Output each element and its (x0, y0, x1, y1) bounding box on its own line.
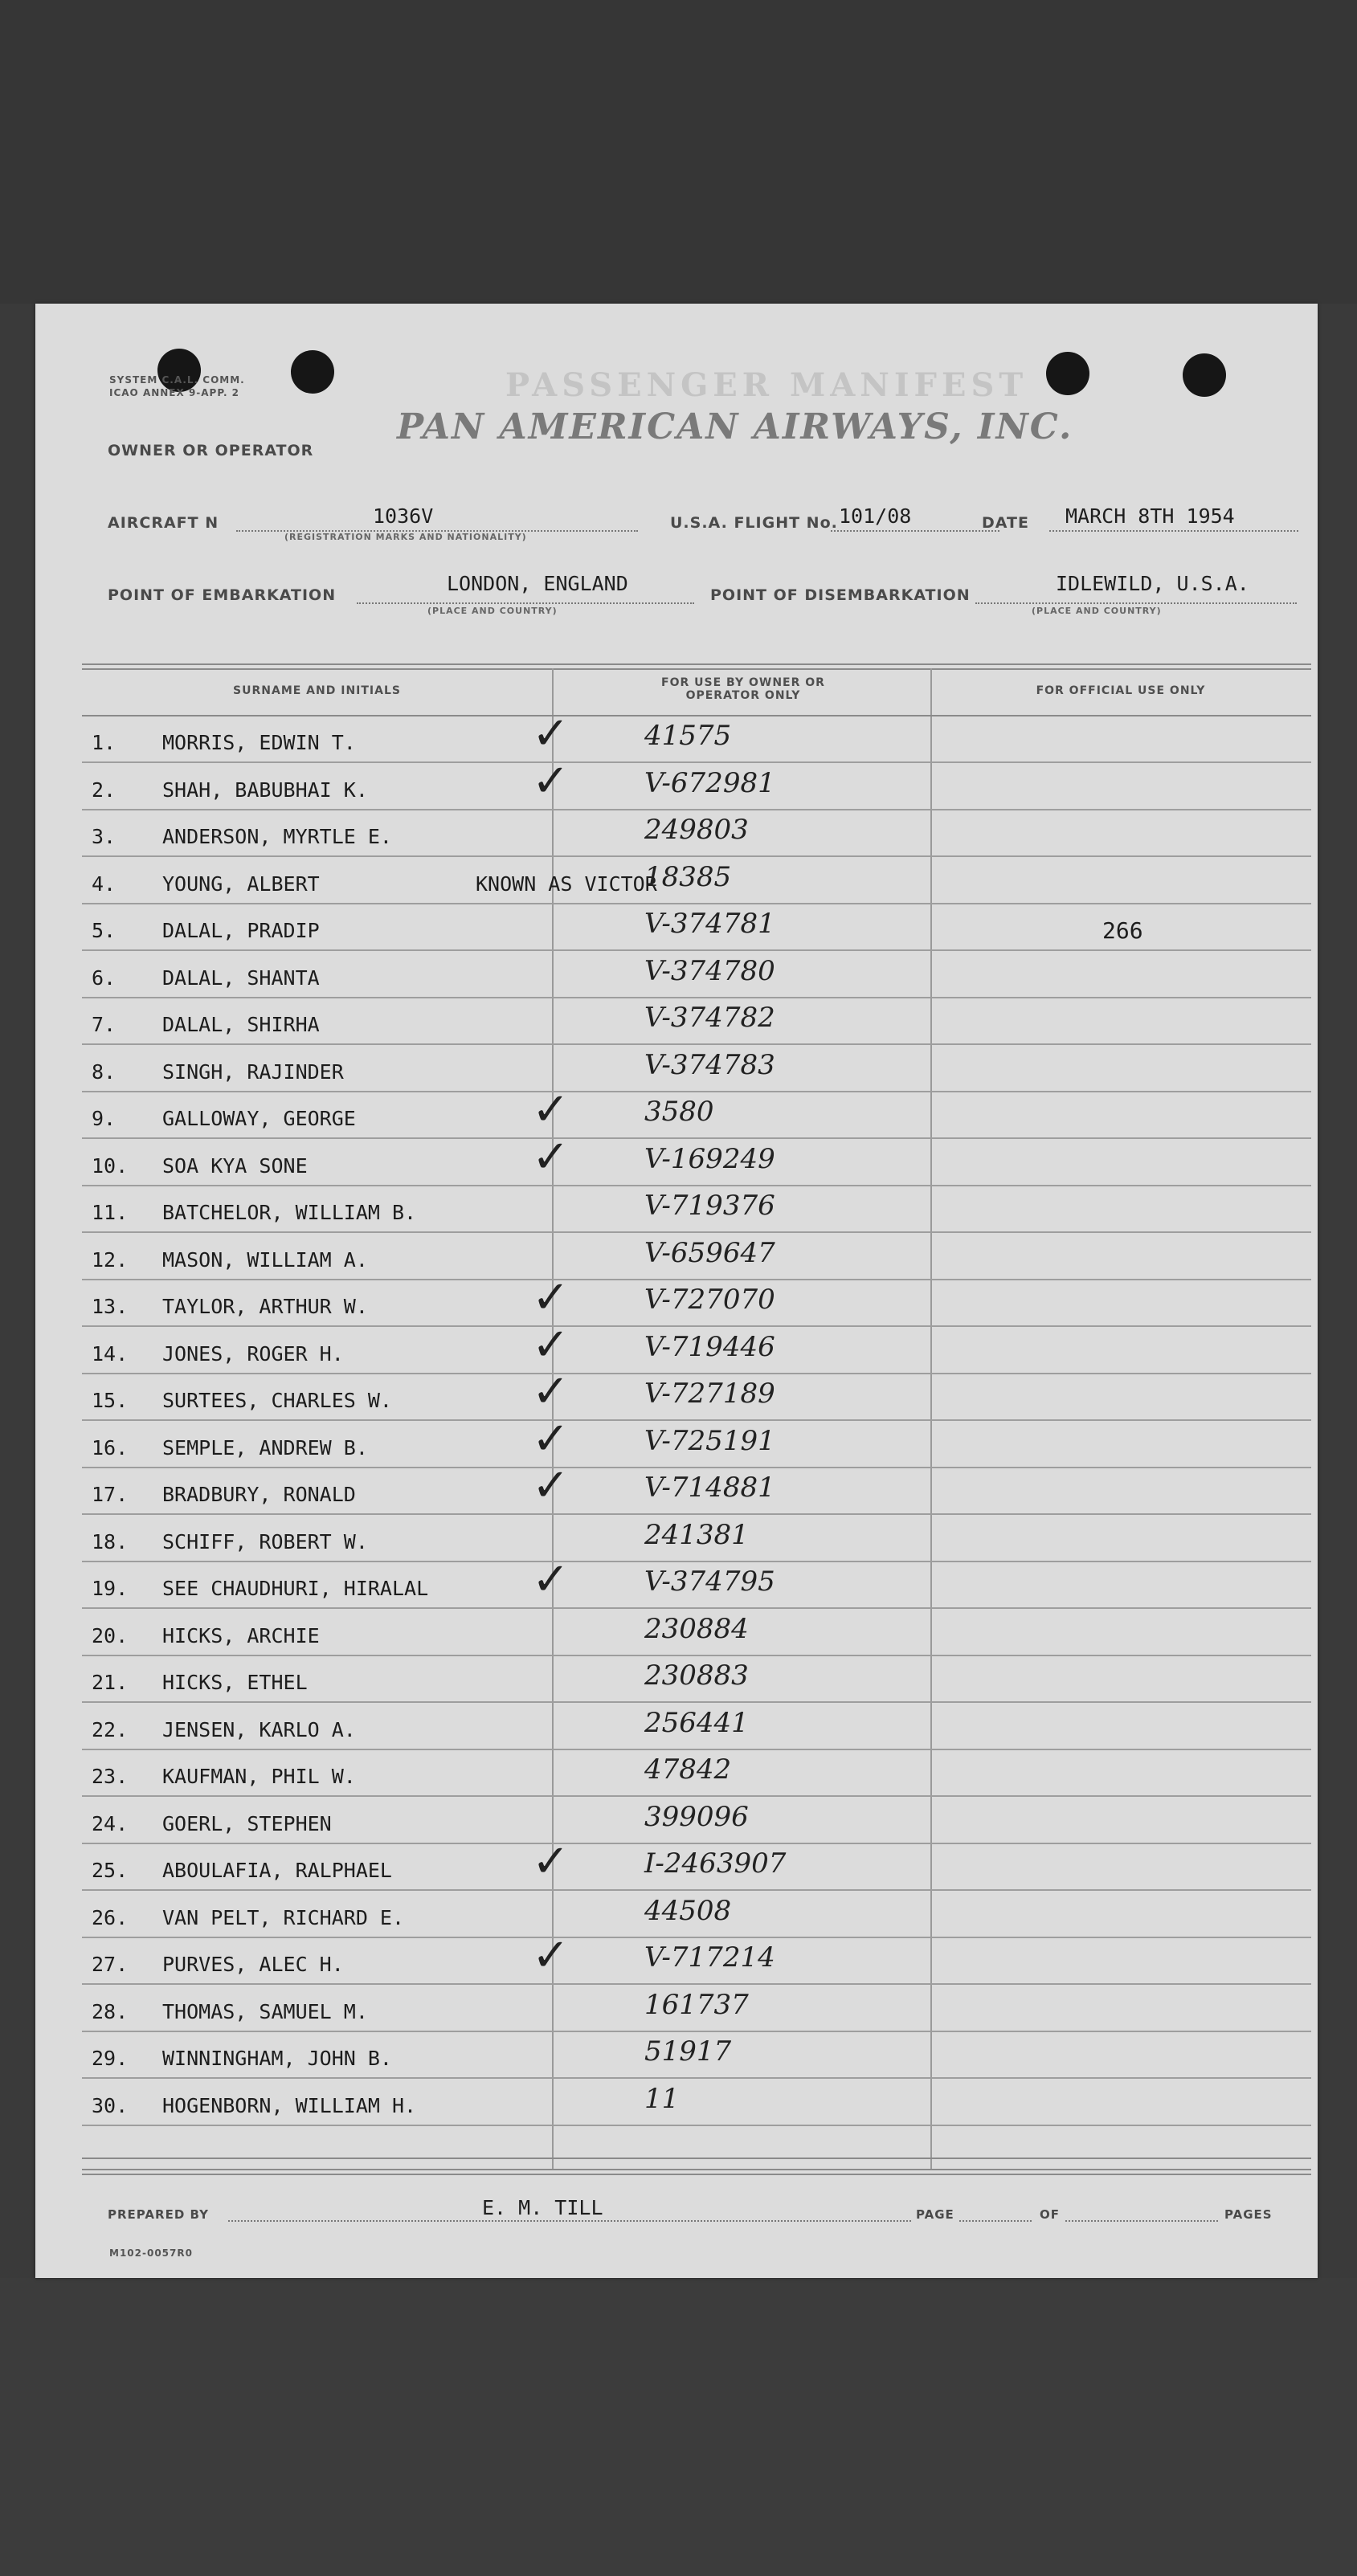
page-line (959, 2220, 1032, 2222)
check-mark: ✓ (532, 1459, 570, 1512)
table-row (82, 1130, 1311, 1186)
table-row (82, 1750, 1311, 1797)
col-header-surname: SURNAME AND INITIALS (233, 684, 401, 697)
table-row (82, 1798, 1311, 1844)
passenger-name: HICKS, ARCHIE (162, 1623, 320, 1647)
carrier-name: PAN AMERICAN AIRWAYS, INC. (397, 406, 1073, 447)
table-row (82, 858, 1311, 904)
check-mark: ✓ (532, 1553, 570, 1606)
passenger-name: MASON, WILLIAM A. (162, 1247, 368, 1272)
passenger-name: HICKS, ETHEL (162, 1671, 308, 1694)
table-row (82, 1412, 1311, 1468)
passenger-name: KAUFMAN, PHIL W. (162, 1765, 356, 1788)
table-row (82, 2032, 1311, 2079)
row-rule (82, 2125, 1311, 2126)
handwritten-number: V-374780 (644, 954, 775, 987)
row-number: 28. (92, 1999, 129, 2023)
table-row (82, 1459, 1311, 1515)
table-row (82, 1186, 1311, 1233)
table-row (82, 1929, 1311, 1985)
handwritten-number: V-374781 (644, 908, 775, 940)
check-mark: ✓ (532, 1272, 570, 1324)
passenger-name: PURVES, ALEC H. (162, 1953, 344, 1976)
handwritten-number: 47842 (644, 1753, 732, 1786)
passenger-name: MORRIS, EDWIN T. (162, 731, 356, 754)
passenger-name: ANDERSON, MYRTLE E. (162, 825, 392, 848)
row-number: 16. (92, 1435, 129, 1459)
table-row (82, 952, 1311, 998)
pages-label: PAGES (1224, 2207, 1273, 2222)
aircraft-sub: (REGISTRATION MARKS AND NATIONALITY) (284, 532, 527, 542)
table-row (82, 1318, 1311, 1374)
handwritten-number: 161737 (644, 1988, 749, 2021)
handwritten-number: V-719376 (644, 1190, 775, 1222)
embark-sub: (PLACE AND COUNTRY) (427, 606, 558, 616)
aircraft-value: 1036V (373, 504, 434, 528)
punch-hole (291, 350, 334, 394)
handwritten-number: V-374795 (644, 1566, 775, 1598)
table-row (82, 754, 1311, 810)
col-header-owner-use: FOR USE BY OWNER OR OPERATOR ONLY (661, 676, 825, 702)
date-line (1049, 530, 1298, 532)
passenger-table (82, 663, 1311, 2164)
disembark-label: POINT OF DISEMBARKATION (710, 586, 971, 604)
row-number: 30. (92, 2093, 129, 2117)
prepared-by-value: E. M. TILL (482, 2196, 603, 2219)
handwritten-number: V-659647 (644, 1236, 775, 1269)
form-code: M102-0057R0 (109, 2247, 193, 2259)
check-mark: ✓ (532, 754, 570, 807)
passenger-name: BRADBURY, RONALD (162, 1483, 356, 1506)
date-value: MARCH 8TH 1954 (1065, 504, 1235, 528)
passenger-name: SCHIFF, ROBERT W. (162, 1529, 368, 1553)
flight-label: U.S.A. FLIGHT No. (670, 514, 838, 532)
passenger-name: HOGENBORN, WILLIAM H. (162, 2093, 417, 2117)
passenger-name: DALAL, SHIRHA (162, 1013, 320, 1036)
passenger-name: SEE CHAUDHURI, HIRALAL (162, 1577, 429, 1600)
handwritten-number: V-374783 (644, 1048, 775, 1081)
row-number: 5. (92, 919, 116, 942)
passenger-name: THOMAS, SAMUEL M. (162, 1999, 368, 2023)
check-mark: ✓ (532, 1835, 570, 1888)
flight-value: 101/08 (839, 504, 912, 528)
row-number: 23. (92, 1765, 129, 1788)
manifest-sheet (35, 304, 1318, 2278)
table-row (82, 1553, 1311, 1609)
handwritten-number: 11 (644, 2082, 680, 2115)
passenger-name: SHAH, BABUBHAI K. (162, 778, 368, 802)
handwritten-number: 399096 (644, 1800, 749, 1833)
embark-line (357, 602, 694, 604)
row-number: 4. (92, 872, 116, 896)
scan-backdrop-bottom (0, 2278, 1357, 2576)
handwritten-number: 44508 (644, 1894, 732, 1927)
aircraft-label: AIRCRAFT N (108, 514, 219, 532)
date-label: DATE (982, 514, 1029, 532)
handwritten-number: 51917 (644, 2035, 732, 2068)
handwritten-number: 18385 (644, 860, 732, 893)
passenger-name: VAN PELT, RICHARD E. (162, 1905, 405, 1929)
row-number: 2. (92, 778, 116, 802)
table-top-rule (82, 668, 1311, 670)
table-row (82, 1046, 1311, 1092)
table-row (82, 1516, 1311, 1562)
row-number: 17. (92, 1483, 129, 1506)
check-mark: ✓ (532, 708, 570, 760)
row-number: 21. (92, 1671, 129, 1694)
table-row (82, 810, 1311, 857)
row-number: 1. (92, 731, 116, 754)
row-number: 29. (92, 2047, 129, 2070)
table-row (82, 998, 1311, 1045)
page-label: PAGE (916, 2207, 954, 2222)
row-number: 6. (92, 965, 116, 990)
of-label: OF (1040, 2207, 1060, 2222)
handwritten-number: V-717214 (644, 1941, 775, 1974)
disembark-value: IDLEWILD, U.S.A. (1056, 572, 1249, 595)
passenger-name: TAYLOR, ARTHUR W. (162, 1295, 368, 1318)
row-number: 20. (92, 1623, 129, 1647)
handwritten-number: V-727189 (644, 1378, 775, 1410)
handwritten-number: V-374782 (644, 1002, 775, 1034)
convention-note: SYSTEM C.A.L. COMM. (109, 374, 245, 386)
passenger-name: BATCHELOR, WILLIAM B. (162, 1201, 417, 1224)
row-number: 18. (92, 1529, 129, 1553)
row-number: 12. (92, 1247, 129, 1272)
handwritten-number: 230884 (644, 1612, 749, 1645)
row-number: 13. (92, 1295, 129, 1318)
handwritten-number: V-719446 (644, 1330, 775, 1363)
row-number: 22. (92, 1717, 129, 1741)
passenger-name: DALAL, PRADIP (162, 919, 320, 942)
handwritten-number: V-169249 (644, 1142, 775, 1175)
col-header-official-use: FOR OFFICIAL USE ONLY (1036, 684, 1206, 697)
table-row (82, 1610, 1311, 1656)
passenger-name: DALAL, SHANTA (162, 965, 320, 990)
row-number: 19. (92, 1577, 129, 1600)
passenger-name: YOUNG, ALBERT (162, 872, 320, 896)
punch-hole (1183, 353, 1226, 397)
row-number: 15. (92, 1389, 129, 1412)
passenger-name: JONES, ROGER H. (162, 1341, 344, 1366)
scan-backdrop-top (0, 0, 1357, 304)
row-number: 25. (92, 1859, 129, 1882)
row-number: 8. (92, 1059, 116, 1084)
table-row (82, 1234, 1311, 1280)
embark-label: POINT OF EMBARKATION (108, 586, 337, 604)
row-number: 7. (92, 1013, 116, 1036)
official-use-entry: 266 (1102, 917, 1143, 944)
footer-rule (82, 2174, 1311, 2175)
row-number: 11. (92, 1201, 129, 1224)
handwritten-number: 249803 (644, 814, 749, 846)
table-top-rule (82, 663, 1311, 665)
convention-note: ICAO ANNEX 9-APP. 2 (109, 387, 240, 398)
check-mark: ✓ (532, 1318, 570, 1371)
prepared-by-label: PREPARED BY (108, 2207, 209, 2222)
disembark-line (975, 602, 1297, 604)
handwritten-number: V-714881 (644, 1472, 775, 1504)
row-number: 24. (92, 1811, 129, 1835)
check-mark: ✓ (532, 1084, 570, 1136)
check-mark: ✓ (532, 1366, 570, 1418)
passenger-name: GALLOWAY, GEORGE (162, 1107, 356, 1130)
handwritten-number: 230883 (644, 1659, 749, 1692)
table-row (82, 1084, 1311, 1139)
of-line (1065, 2220, 1218, 2222)
handwritten-number: V-672981 (644, 766, 775, 799)
table-row (82, 1892, 1311, 1938)
table-bottom-rule (82, 2158, 1311, 2159)
handwritten-number: I-2463907 (644, 1847, 787, 1880)
table-row (82, 1704, 1311, 1750)
row-number: 9. (92, 1107, 116, 1130)
passenger-name: SURTEES, CHARLES W. (162, 1389, 392, 1412)
flight-line (831, 530, 999, 532)
row-number: 26. (92, 1905, 129, 1929)
row-number: 27. (92, 1953, 129, 1976)
table-row (82, 2080, 1311, 2126)
known-as-note: KNOWN AS VICTOR (476, 872, 657, 896)
prepared-by-line (228, 2220, 911, 2222)
punch-hole (1046, 352, 1089, 395)
row-number: 14. (92, 1341, 129, 1366)
form-title: PASSENGER MANIFEST (505, 366, 1028, 404)
owner-label: OWNER OR OPERATOR (108, 442, 314, 459)
passenger-name: GOERL, STEPHEN (162, 1811, 332, 1835)
table-row (82, 1835, 1311, 1891)
row-number: 10. (92, 1153, 129, 1178)
table-row (82, 1272, 1311, 1327)
table-row (82, 708, 1311, 763)
handwritten-number: 241381 (644, 1518, 749, 1551)
handwritten-number: 3580 (644, 1096, 714, 1128)
handwritten-number: V-725191 (644, 1424, 775, 1457)
row-number: 3. (92, 825, 116, 848)
table-row (82, 1366, 1311, 1421)
passenger-name: SINGH, RAJINDER (162, 1059, 344, 1084)
disembark-sub: (PLACE AND COUNTRY) (1032, 606, 1162, 616)
table-row (82, 904, 1311, 951)
table-row (82, 1656, 1311, 1703)
passenger-name: WINNINGHAM, JOHN B. (162, 2047, 392, 2070)
passenger-name: ABOULAFIA, RALPHAEL (162, 1859, 392, 1882)
handwritten-number: V-727070 (644, 1284, 775, 1316)
handwritten-number: 41575 (644, 720, 732, 752)
passenger-name: JENSEN, KARLO A. (162, 1717, 356, 1741)
check-mark: ✓ (532, 1130, 570, 1183)
check-mark: ✓ (532, 1412, 570, 1465)
passenger-name: SOA KYA SONE (162, 1153, 308, 1178)
embark-value: LONDON, ENGLAND (447, 572, 628, 595)
handwritten-number: 256441 (644, 1706, 749, 1739)
passenger-name: SEMPLE, ANDREW B. (162, 1435, 368, 1459)
check-mark: ✓ (532, 1929, 570, 1982)
table-row (82, 1986, 1311, 2032)
footer-rule (82, 2169, 1311, 2170)
